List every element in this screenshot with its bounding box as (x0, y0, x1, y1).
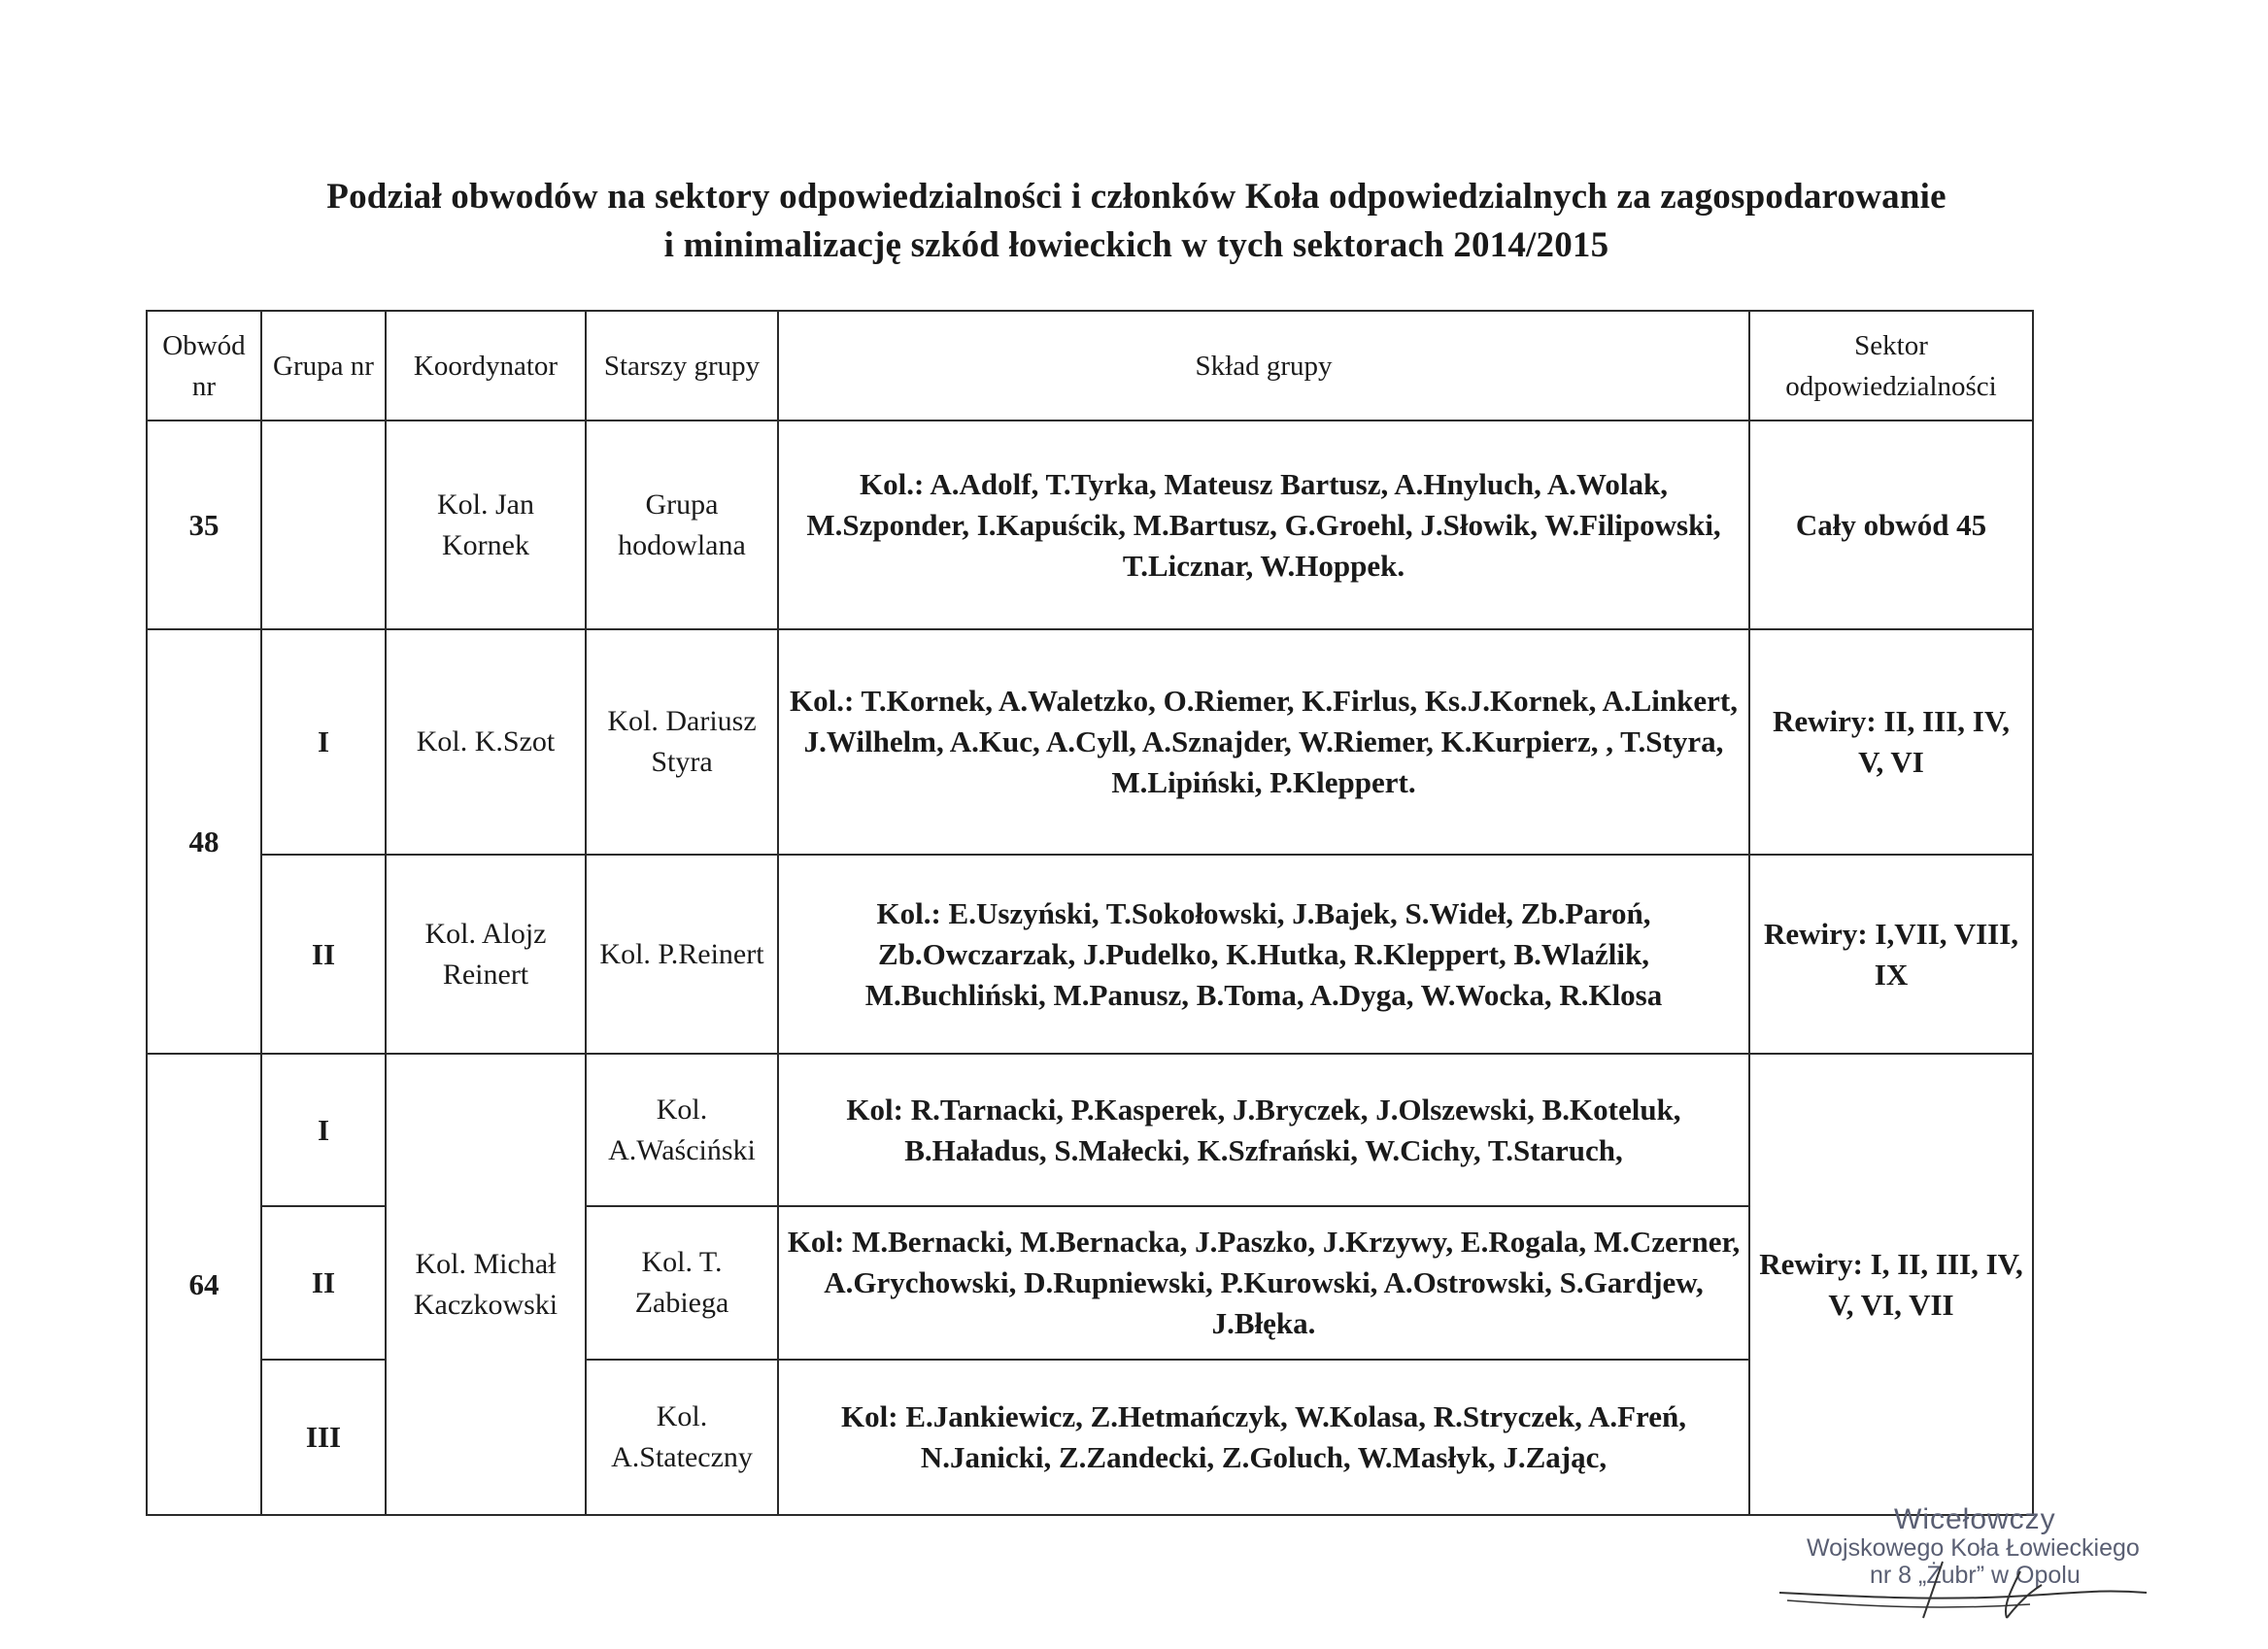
title-line-2: i minimalizację szkód łowieckich w tych sektorach 2014/2015 (663, 225, 1609, 265)
cell-grupa: I (261, 629, 386, 855)
header-starszy: Starszy grupy (586, 311, 778, 421)
table-row (147, 855, 2033, 1054)
cell-grupa: I (261, 1054, 386, 1206)
cell-koordynator: Kol. K.Szot (386, 629, 586, 855)
cell-grupa: III (261, 1360, 386, 1515)
cell-sektor: Cały obwód 45 (1749, 421, 2033, 629)
cell-sklad: Kol: M.Bernacki, M.Bernacka, J.Paszko, J.Krzywy, E.Rogala, M.Czerner, A.Grychowski, D.Rupniewski, P.Kurowski, A.Ostrowski, S.Gardjew, J.Błęka. (778, 1206, 1749, 1360)
cell-obwod: 35 (147, 421, 261, 629)
table-row (147, 421, 2033, 629)
cell-sklad: Kol: R.Tarnacki, P.Kasperek, J.Bryczek, J.Olszewski, B.Koteluk, B.Haładus, S.Małecki, K.Szfrański, W.Cichy, T.Staruch, (778, 1054, 1749, 1206)
table-header-row (147, 311, 2033, 421)
cell-sklad: Kol: E.Jankiewicz, Z.Hetmańczyk, W.Kolasa, R.Stryczek, A.Freń, N.Janicki, Z.Zandecki, Z.Goluch, W.Masłyk, J.Zając, (778, 1360, 1749, 1515)
sectors-table (146, 310, 2034, 1516)
cell-starszy: Kol. Dariusz Styra (586, 629, 778, 855)
document-title (175, 173, 2098, 270)
cell-sektor: Rewiry: I,VII, VIII, IX (1749, 855, 2033, 1054)
header-sektor: Sektor odpowiedzialności (1749, 311, 2033, 421)
cell-sklad: Kol.: E.Uszyński, T.Sokołowski, J.Bajek, S.Wideł, Zb.Paroń, Zb.Owczarzak, J.Pudelko, K.Hutka, R.Kleppert, B.Wlaźlik, M.Buchliński, M.Panusz, B.Toma, A.Dyga, W.Wocka, R.Klosa (778, 855, 1749, 1054)
cell-koordynator: Kol. Michał Kaczkowski (386, 1054, 586, 1515)
cell-grupa: II (261, 1206, 386, 1360)
stamp-line-2: Wojskowego Koła Łowieckiego (1807, 1534, 2140, 1562)
cell-grupa (261, 421, 386, 629)
header-grupa: Grupa nr (261, 311, 386, 421)
cell-koordynator: Kol. Alojz Reinert (386, 855, 586, 1054)
table-row (147, 629, 2033, 855)
signature-icon (1777, 1503, 2166, 1620)
cell-starszy: Kol. T. Zabiega (586, 1206, 778, 1360)
header-sklad: Skład grupy (778, 311, 1749, 421)
official-stamp (1777, 1503, 2166, 1620)
cell-starszy: Kol. A.Stateczny (586, 1360, 778, 1515)
title-line-1: Podział obwodów na sektory odpowiedzialności i członków Koła odpowiedzialnych za zagospodarowanie (326, 177, 1946, 217)
cell-koordynator: Kol. Jan Kornek (386, 421, 586, 629)
cell-grupa: II (261, 855, 386, 1054)
header-koordynator: Koordynator (386, 311, 586, 421)
cell-sektor: Rewiry: II, III, IV, V, VI (1749, 629, 2033, 855)
header-obwod: Obwód nr (147, 311, 261, 421)
cell-obwod: 48 (147, 629, 261, 1054)
cell-starszy: Grupa hodowlana (586, 421, 778, 629)
cell-starszy: Kol. P.Reinert (586, 855, 778, 1054)
stamp-line-1: Wicełowczy (1894, 1503, 2056, 1535)
cell-obwod: 64 (147, 1054, 261, 1515)
cell-starszy: Kol. A.Waściński (586, 1054, 778, 1206)
cell-sklad: Kol.: A.Adolf, T.Tyrka, Mateusz Bartusz, A.Hnyluch, A.Wolak, M.Szponder, I.Kapuścik, M.Bartusz, G.Groehl, J.Słowik, W.Filipowski, T.Licznar, W.Hoppek. (778, 421, 1749, 629)
stamp-line-3: nr 8 „Żubr” w Opolu (1870, 1562, 2081, 1589)
cell-sektor: Rewiry: I, II, III, IV, V, VI, VII (1749, 1054, 2033, 1515)
table-row (147, 1054, 2033, 1206)
cell-sklad: Kol.: T.Kornek, A.Waletzko, O.Riemer, K.Firlus, Ks.J.Kornek, A.Linkert, J.Wilhelm, A.Kuc, A.Cyll, A.Sznajder, W.Riemer, K.Kurpierz, , T.Styra, M.Lipiński, P.Kleppert. (778, 629, 1749, 855)
